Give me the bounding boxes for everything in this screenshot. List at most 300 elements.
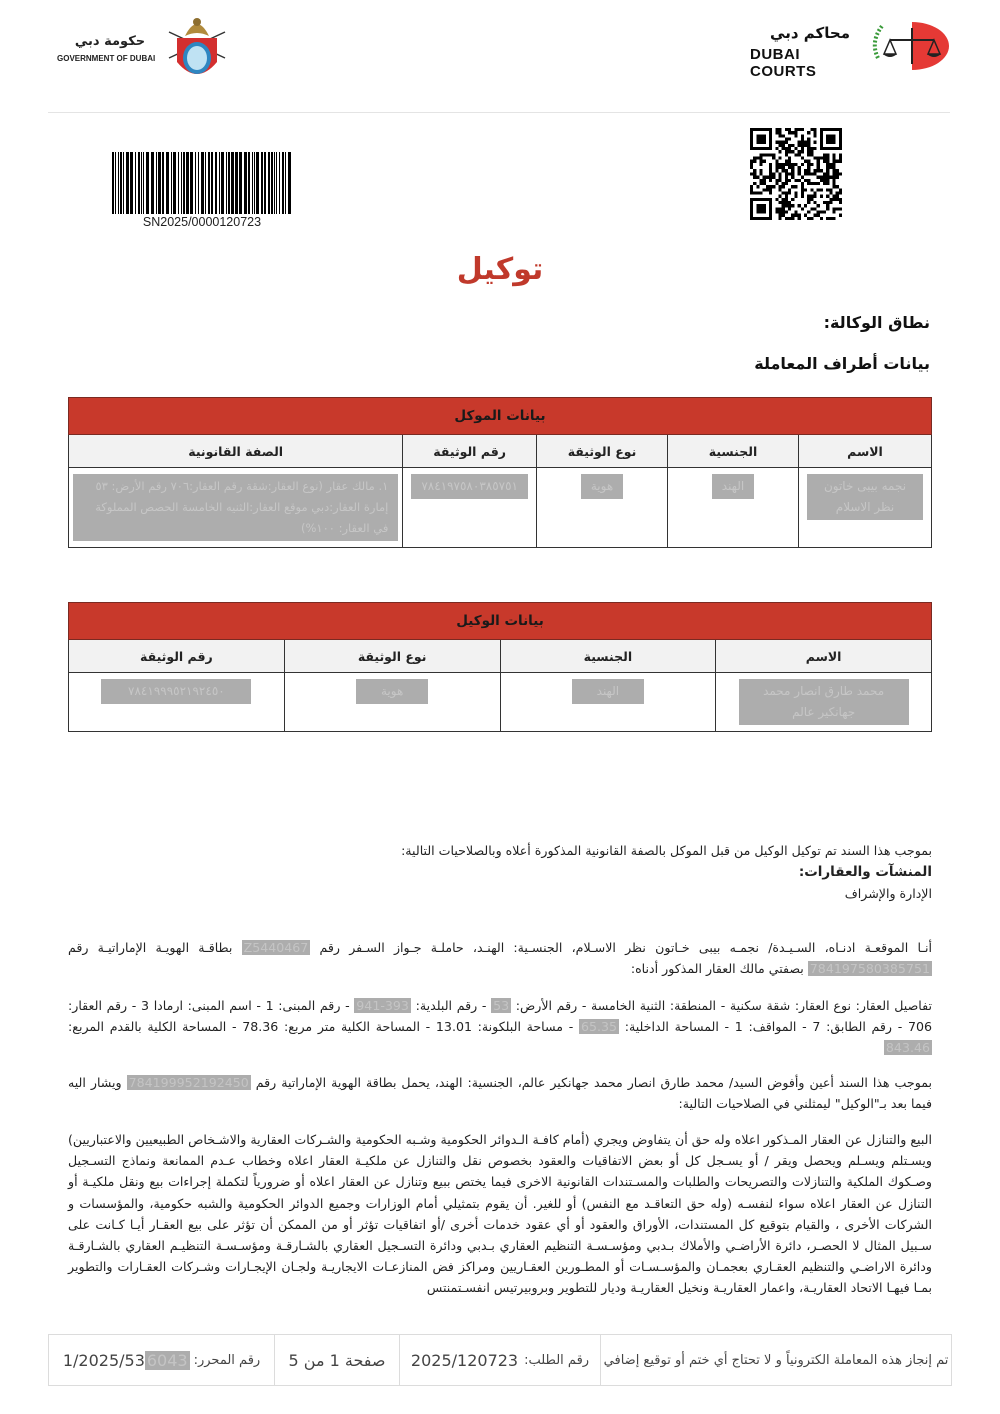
qr-module bbox=[826, 157, 829, 160]
qr-module bbox=[785, 204, 788, 207]
qr-module bbox=[782, 185, 785, 188]
qr-module bbox=[772, 176, 775, 179]
qr-module bbox=[763, 179, 766, 182]
qr-module bbox=[788, 204, 791, 207]
qr-module bbox=[836, 195, 839, 198]
qr-module bbox=[798, 204, 801, 207]
qr-module bbox=[779, 166, 782, 169]
barcode-bar bbox=[221, 152, 224, 214]
qr-module bbox=[782, 191, 785, 194]
qr-module bbox=[813, 172, 816, 175]
qr-module bbox=[779, 188, 782, 191]
qr-module bbox=[785, 138, 788, 141]
qr-module bbox=[820, 188, 823, 191]
barcode-bar bbox=[190, 152, 193, 214]
qr-module bbox=[785, 163, 788, 166]
qr-module bbox=[801, 163, 804, 166]
qr-module bbox=[823, 172, 826, 175]
qr-module bbox=[791, 131, 794, 134]
qr-module bbox=[753, 169, 756, 172]
qr-module bbox=[794, 134, 797, 137]
qr-module bbox=[785, 191, 788, 194]
qr-module bbox=[832, 176, 835, 179]
barcode-bar bbox=[288, 152, 291, 214]
qr-module bbox=[810, 153, 813, 156]
qr-module bbox=[769, 179, 772, 182]
qr-module bbox=[760, 163, 763, 166]
qr-module bbox=[823, 201, 826, 204]
qr-module bbox=[801, 176, 804, 179]
qr-module bbox=[807, 163, 810, 166]
qr-module bbox=[794, 131, 797, 134]
qr-module bbox=[785, 176, 788, 179]
qr-module bbox=[779, 163, 782, 166]
qr-module bbox=[788, 128, 791, 131]
qr-module bbox=[791, 214, 794, 217]
land-number: 53 bbox=[493, 998, 510, 1013]
qr-module bbox=[769, 191, 772, 194]
barcode-bar bbox=[166, 152, 169, 214]
qr-module bbox=[782, 182, 785, 185]
qr-module bbox=[779, 195, 782, 198]
qr-module bbox=[801, 191, 804, 194]
qr-module bbox=[794, 185, 797, 188]
qr-module bbox=[826, 207, 829, 210]
qr-module bbox=[750, 188, 753, 191]
qr-module bbox=[788, 144, 791, 147]
qr-module bbox=[807, 179, 810, 182]
barcode-bar bbox=[112, 152, 114, 214]
qr-module bbox=[782, 198, 785, 201]
qr-module bbox=[763, 160, 766, 163]
qr-module bbox=[753, 182, 756, 185]
qr-module bbox=[794, 191, 797, 194]
barcode-bar bbox=[195, 152, 196, 214]
qr-module bbox=[769, 176, 772, 179]
qr-module bbox=[775, 163, 778, 166]
qr-finder bbox=[826, 134, 836, 144]
principal-legal-capacity: ١. مالك عقار (نوع العقار:شقة رقم العقار:٧٠٦ رقم الأرض: ٥٣ إمارة العقار:دبي موقع العقار:الثنيه الخامسة الحصص المملوكة في العقار: ١٠٠%) bbox=[73, 474, 398, 541]
qr-module bbox=[775, 128, 778, 131]
qr-module bbox=[785, 141, 788, 144]
qr-module bbox=[804, 188, 807, 191]
qr-module bbox=[823, 153, 826, 156]
qr-module bbox=[836, 172, 839, 175]
qr-module bbox=[820, 179, 823, 182]
qr-module bbox=[804, 144, 807, 147]
barcode-bar bbox=[274, 152, 275, 214]
qr-module bbox=[785, 160, 788, 163]
qr-module bbox=[829, 198, 832, 201]
dubai-courts-name-en: DUBAI COURTS bbox=[750, 46, 817, 80]
qr-module bbox=[820, 169, 823, 172]
qr-module bbox=[760, 191, 763, 194]
qr-module bbox=[807, 198, 810, 201]
qr-module bbox=[801, 150, 804, 153]
qr-module bbox=[801, 128, 804, 131]
qr-module bbox=[823, 182, 826, 185]
qr-module bbox=[804, 141, 807, 144]
request-number-cell bbox=[399, 1335, 600, 1385]
qr-module bbox=[813, 128, 816, 131]
qr-module bbox=[788, 147, 791, 150]
qr-module bbox=[779, 217, 782, 220]
qr-module bbox=[750, 163, 753, 166]
column-header-doc-type: نوع الوثيقة bbox=[537, 435, 668, 468]
qr-module bbox=[817, 166, 820, 169]
qr-module bbox=[756, 185, 759, 188]
barcode-bar bbox=[130, 152, 133, 214]
qr-module bbox=[807, 141, 810, 144]
qr-module bbox=[807, 144, 810, 147]
qr-module bbox=[839, 188, 842, 191]
falcon-emblem-icon bbox=[167, 12, 227, 86]
qr-module bbox=[760, 172, 763, 175]
qr-module bbox=[779, 150, 782, 153]
qr-module bbox=[810, 150, 813, 153]
qr-module bbox=[750, 160, 753, 163]
qr-module bbox=[775, 207, 778, 210]
agent-appointment: بموجب هذا السند أعين وأفوض السيد/ محمد طارق انصار محمد جهانكير عالم، الجنسية: الهند، يحمل بطاقة الهوية الإماراتية رقم 784199952192450 ويشار اليه فيما بعد بـ"الوكيل" ليمثلني في الصلاحيات التالية: bbox=[68, 1075, 932, 1111]
qr-module bbox=[794, 195, 797, 198]
barcode-bar bbox=[254, 152, 255, 214]
qr-module bbox=[782, 207, 785, 210]
qr-module bbox=[826, 176, 829, 179]
qr-module bbox=[813, 214, 816, 217]
barcode-bar bbox=[268, 152, 270, 214]
qr-module bbox=[829, 176, 832, 179]
qr-module bbox=[823, 157, 826, 160]
qr-finder bbox=[756, 134, 766, 144]
request-number: 2025/120723 bbox=[410, 1350, 519, 1370]
qr-module bbox=[832, 160, 835, 163]
qr-module bbox=[785, 172, 788, 175]
barcode-bar bbox=[162, 152, 164, 214]
qr-module bbox=[753, 172, 756, 175]
document-footer bbox=[48, 1334, 952, 1386]
barcode-bar bbox=[279, 152, 280, 214]
qr-module bbox=[756, 157, 759, 160]
qr-module bbox=[772, 153, 775, 156]
qr-module bbox=[779, 141, 782, 144]
qr-module bbox=[760, 179, 763, 182]
qr-module bbox=[798, 144, 801, 147]
qr-module bbox=[788, 191, 791, 194]
principal-doc-number: ٧٨٤١٩٧٥٨٠٣٨٥٧٥١ bbox=[411, 474, 528, 499]
qr-module bbox=[760, 160, 763, 163]
qr-module bbox=[798, 172, 801, 175]
barcode-bar bbox=[141, 152, 142, 214]
qr-module bbox=[785, 169, 788, 172]
qr-module bbox=[807, 217, 810, 220]
principal-name: نجمه بيبى خاتون نظر الاسلام bbox=[807, 474, 923, 520]
qr-module bbox=[769, 153, 772, 156]
qr-module bbox=[810, 188, 813, 191]
column-header-doc-number: رقم الوثيقة bbox=[403, 435, 537, 468]
qr-code bbox=[750, 128, 842, 220]
qr-module bbox=[791, 176, 794, 179]
qr-module bbox=[798, 179, 801, 182]
barcode-bar bbox=[264, 152, 266, 214]
qr-module bbox=[832, 217, 835, 220]
qr-module bbox=[839, 198, 842, 201]
qr-module bbox=[826, 169, 829, 172]
qr-module bbox=[779, 214, 782, 217]
qr-module bbox=[798, 150, 801, 153]
qr-module bbox=[826, 201, 829, 204]
qr-module bbox=[813, 157, 816, 160]
qr-module bbox=[794, 214, 797, 217]
qr-module bbox=[817, 163, 820, 166]
qr-module bbox=[785, 128, 788, 131]
principal-table bbox=[68, 397, 932, 548]
qr-module bbox=[782, 141, 785, 144]
qr-module bbox=[760, 157, 763, 160]
qr-module bbox=[791, 166, 794, 169]
qr-module bbox=[794, 210, 797, 213]
qr-module bbox=[839, 214, 842, 217]
qr-module bbox=[772, 185, 775, 188]
qr-module bbox=[782, 134, 785, 137]
agent-name: محمد طارق انصار محمد جهانكير عالم bbox=[739, 679, 909, 725]
qr-module bbox=[836, 176, 839, 179]
editor-number: 1/2025/53 6043 bbox=[62, 1350, 188, 1370]
qr-module bbox=[807, 210, 810, 213]
qr-module bbox=[779, 134, 782, 137]
qr-module bbox=[810, 195, 813, 198]
barcode-bar bbox=[171, 152, 172, 214]
qr-module bbox=[782, 166, 785, 169]
qr-module bbox=[775, 160, 778, 163]
qr-module bbox=[813, 201, 816, 204]
qr-module bbox=[788, 172, 791, 175]
qr-module bbox=[782, 163, 785, 166]
column-header-nationality: الجنسية bbox=[500, 640, 716, 673]
column-header-legal-capacity: الصفة القانونية bbox=[69, 435, 403, 468]
qr-module bbox=[826, 188, 829, 191]
powers-category: المنشآت والعقارات: bbox=[798, 864, 932, 880]
qr-module bbox=[788, 138, 791, 141]
barcode-bar bbox=[186, 152, 189, 214]
qr-module bbox=[807, 153, 810, 156]
qr-module bbox=[782, 201, 785, 204]
qr-module bbox=[788, 160, 791, 163]
qr-module bbox=[832, 166, 835, 169]
government-name-ar: حكومة دبي bbox=[74, 34, 146, 49]
qr-module bbox=[826, 166, 829, 169]
qr-module bbox=[801, 141, 804, 144]
qr-module bbox=[779, 210, 782, 213]
qr-module bbox=[779, 128, 782, 131]
qr-module bbox=[753, 191, 756, 194]
dubai-courts-logo bbox=[750, 18, 950, 80]
qr-module bbox=[750, 191, 753, 194]
qr-module bbox=[769, 166, 772, 169]
emirates-id-principal: 784197580385751 bbox=[809, 961, 930, 976]
qr-module bbox=[810, 172, 813, 175]
qr-module bbox=[804, 204, 807, 207]
qr-module bbox=[798, 128, 801, 131]
qr-module bbox=[820, 176, 823, 179]
qr-module bbox=[791, 185, 794, 188]
government-of-dubai-logo bbox=[55, 12, 225, 88]
barcode-bar bbox=[183, 152, 185, 214]
qr-module bbox=[801, 182, 804, 185]
qr-module bbox=[766, 188, 769, 191]
barcode-bar bbox=[211, 152, 213, 214]
barcode-bar bbox=[205, 152, 206, 214]
qr-module bbox=[839, 191, 842, 194]
qr-module bbox=[817, 188, 820, 191]
barcode-bar bbox=[244, 152, 247, 214]
qr-module bbox=[807, 131, 810, 134]
qr-module bbox=[836, 169, 839, 172]
qr-module bbox=[826, 195, 829, 198]
qr-module bbox=[829, 163, 832, 166]
qr-module bbox=[788, 150, 791, 153]
qr-module bbox=[817, 176, 820, 179]
qr-module bbox=[785, 201, 788, 204]
qr-module bbox=[813, 207, 816, 210]
qr-finder bbox=[756, 204, 766, 214]
principal-doc-type: هوية bbox=[581, 474, 623, 499]
qr-module bbox=[788, 201, 791, 204]
qr-module bbox=[798, 169, 801, 172]
editor-number-redacted: 6043 bbox=[146, 1350, 188, 1370]
qr-module bbox=[839, 157, 842, 160]
qr-module bbox=[832, 179, 835, 182]
qr-module bbox=[766, 185, 769, 188]
qr-module bbox=[756, 191, 759, 194]
barcode-bar bbox=[256, 152, 259, 214]
qr-module bbox=[813, 147, 816, 150]
qr-module bbox=[810, 207, 813, 210]
barcode-bar bbox=[120, 152, 122, 214]
qr-module bbox=[782, 210, 785, 213]
qr-module bbox=[810, 217, 813, 220]
request-label: رقم الطلب: bbox=[524, 1352, 590, 1368]
qr-module bbox=[807, 138, 810, 141]
qr-module bbox=[832, 172, 835, 175]
barcode-bar bbox=[178, 152, 179, 214]
agent-nationality: الهند bbox=[572, 679, 644, 704]
qr-module bbox=[820, 217, 823, 220]
qr-module bbox=[817, 160, 820, 163]
qr-module bbox=[794, 147, 797, 150]
qr-module bbox=[782, 144, 785, 147]
qr-module bbox=[798, 166, 801, 169]
qr-module bbox=[775, 182, 778, 185]
qr-module bbox=[775, 141, 778, 144]
powers-details bbox=[68, 1129, 932, 1299]
qr-module bbox=[829, 191, 832, 194]
qr-module bbox=[788, 207, 791, 210]
qr-module bbox=[801, 138, 804, 141]
qr-module bbox=[839, 153, 842, 156]
qr-module bbox=[791, 163, 794, 166]
qr-module bbox=[832, 153, 835, 156]
qr-module bbox=[779, 201, 782, 204]
qr-module bbox=[807, 182, 810, 185]
barcode-bar bbox=[248, 152, 250, 214]
qr-module bbox=[772, 172, 775, 175]
qr-module bbox=[775, 179, 778, 182]
qr-module bbox=[779, 157, 782, 160]
electronic-note: تم إنجاز هذه المعاملة الكترونياً و لا تحتاج أي ختم أو توقيع إضافي bbox=[600, 1335, 951, 1385]
editor-number-cell bbox=[49, 1335, 274, 1385]
barcode-bar bbox=[282, 152, 284, 214]
qr-module bbox=[750, 166, 753, 169]
total-area-sqft: 843.46 bbox=[885, 1040, 930, 1055]
table-row bbox=[69, 673, 932, 732]
qr-module bbox=[829, 188, 832, 191]
qr-module bbox=[788, 188, 791, 191]
qr-module bbox=[813, 195, 816, 198]
qr-module bbox=[801, 134, 804, 137]
column-header-doc-number: رقم الوثيقة bbox=[69, 640, 285, 673]
qr-module bbox=[785, 198, 788, 201]
qr-module bbox=[807, 160, 810, 163]
qr-module bbox=[807, 147, 810, 150]
qr-module bbox=[807, 201, 810, 204]
document-title: توكيل bbox=[456, 252, 544, 287]
qr-module bbox=[785, 182, 788, 185]
barcode-bar bbox=[208, 152, 210, 214]
qr-module bbox=[782, 147, 785, 150]
barcode-bar bbox=[239, 152, 242, 214]
qr-module bbox=[810, 147, 813, 150]
qr-module bbox=[832, 163, 835, 166]
barcode-bar bbox=[271, 152, 273, 214]
qr-module bbox=[826, 172, 829, 175]
table-row bbox=[69, 468, 932, 548]
qr-module bbox=[798, 214, 801, 217]
qr-module bbox=[826, 160, 829, 163]
qr-module bbox=[839, 201, 842, 204]
qr-module bbox=[832, 182, 835, 185]
property-details: تفاصيل العقار: نوع العقار: شقة سكنية - المنطقة: الثنية الخامسة - رقم الأرض: 53 - رقم البلدية: 393-941 - رقم المبنى: 1 - اسم المبنى: ارمادا 3 - رقم العقار: 706 - رقم الطابق: 7 - المواقف: 1 - المساحة الداخلية: 65.35 - مساحة البلكونة: 13.01 - المساحة الكلية متر مربع: 78.36 - المساحة الكلية بالقدم المربع: 843.46 bbox=[68, 998, 932, 1055]
qr-module bbox=[813, 131, 816, 134]
qr-module bbox=[779, 185, 782, 188]
qr-module bbox=[829, 217, 832, 220]
qr-module bbox=[788, 131, 791, 134]
qr-module bbox=[775, 131, 778, 134]
barcode-bar bbox=[135, 152, 136, 214]
agent-doc-number: ٧٨٤١٩٩٩٥٢١٩٢٤٥٠ bbox=[101, 679, 251, 704]
qr-module bbox=[794, 153, 797, 156]
qr-module bbox=[779, 144, 782, 147]
qr-module bbox=[782, 214, 785, 217]
parties-heading: بيانات أطراف المعاملة bbox=[754, 354, 930, 373]
qr-module bbox=[763, 188, 766, 191]
qr-module bbox=[836, 185, 839, 188]
powers-intro-block bbox=[68, 840, 932, 904]
qr-module bbox=[820, 210, 823, 213]
qr-module bbox=[769, 169, 772, 172]
qr-module bbox=[817, 157, 820, 160]
qr-module bbox=[785, 150, 788, 153]
barcode-bar bbox=[181, 152, 182, 214]
qr-module bbox=[826, 153, 829, 156]
qr-module bbox=[832, 169, 835, 172]
qr-module bbox=[760, 182, 763, 185]
qr-module bbox=[794, 128, 797, 131]
qr-module bbox=[839, 160, 842, 163]
qr-module bbox=[750, 185, 753, 188]
qr-module bbox=[801, 195, 804, 198]
qr-module bbox=[832, 195, 835, 198]
qr-module bbox=[772, 157, 775, 160]
